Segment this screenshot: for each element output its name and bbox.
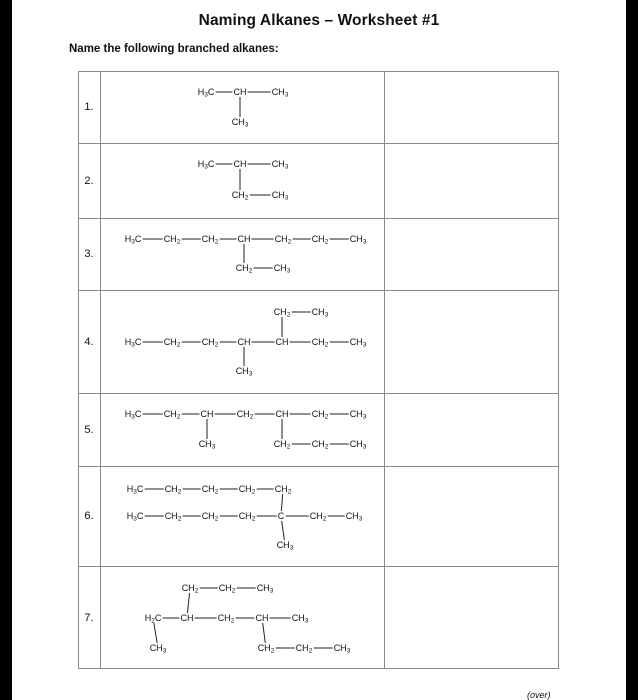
atom-group: $CH_2$ (163, 409, 181, 421)
atom-group: $CH_3$ (231, 117, 249, 129)
atom-group: CH (180, 613, 194, 623)
atom-group: $H_2C$ (144, 613, 162, 625)
atom-group: $CH_2$ (201, 484, 219, 496)
atom-group: $CH_2$ (238, 484, 256, 496)
atom-group: $H_3C$ (126, 511, 144, 523)
atom-group: $CH_2$ (201, 337, 219, 349)
atom-group: $CH_3$ (271, 87, 289, 99)
atom-group: $CH_3$ (273, 263, 291, 275)
atom-group: $CH_3$ (271, 190, 289, 202)
problem-number: 1. (78, 71, 101, 143)
problem-number: 5. (78, 393, 101, 466)
atom-group: $CH_3$ (345, 511, 363, 523)
atom-group: $CH_2$ (295, 643, 313, 655)
problem-number: 7. (78, 566, 101, 669)
atom-group: CH (255, 613, 269, 623)
atom-group: $CH_2$ (311, 409, 329, 421)
atom-group: CH (237, 337, 251, 347)
atom-group: CH (200, 409, 214, 419)
atom-group: $CH_2$ (164, 511, 182, 523)
atom-group: $CH_2$ (273, 439, 291, 451)
atom-group: $CH_2$ (309, 511, 327, 523)
atom-group: CH (275, 337, 289, 347)
atom-group: $CH_2$ (163, 337, 181, 349)
page-footer-over: (over) (527, 690, 551, 700)
atom-group: $CH_2$ (274, 484, 292, 496)
problem-number: 4. (78, 290, 101, 393)
worksheet-title: Naming Alkanes – Worksheet #1 (198, 12, 440, 29)
atom-group: CH (233, 87, 247, 97)
atom-group: CH (275, 409, 289, 419)
atom-group: $CH_2$ (231, 190, 249, 202)
atom-group: $CH_2$ (164, 484, 182, 496)
atom-group: $H_3C$ (126, 484, 144, 496)
atom-group: $CH_3$ (291, 613, 309, 625)
worksheet-instruction: Name the following branched alkanes: (69, 43, 279, 55)
atom-group: $CH_3$ (349, 234, 367, 246)
atom-group: $CH_3$ (198, 439, 216, 451)
atom-group: $CH_2$ (181, 583, 199, 595)
atom-group: $H_3C$ (124, 234, 142, 246)
atom-group: $CH_2$ (163, 234, 181, 246)
atom-group: $CH_3$ (349, 337, 367, 349)
problem-number: 6. (78, 466, 101, 566)
atom-group: $CH_2$ (201, 511, 219, 523)
atom-group: $CH_2$ (311, 234, 329, 246)
atom-group: $CH_2$ (257, 643, 275, 655)
atom-group: $CH_3$ (149, 643, 167, 655)
atom-group: $CH_2$ (201, 234, 219, 246)
atom-group: $CH_2$ (311, 439, 329, 451)
atom-group: $H_3C$ (197, 87, 215, 99)
atom-group: CH (233, 159, 247, 169)
atom-group: $CH_3$ (256, 583, 274, 595)
atom-group: C (277, 511, 285, 521)
atom-group: $CH_2$ (236, 409, 254, 421)
atom-group: $H_3C$ (124, 409, 142, 421)
atom-group: $CH_2$ (235, 263, 253, 275)
problem-number: 3. (78, 218, 101, 290)
atom-group: CH (237, 234, 251, 244)
atom-group: $CH_3$ (349, 409, 367, 421)
atom-group: $H_3C$ (124, 337, 142, 349)
atom-group: $H_3C$ (197, 159, 215, 171)
atom-group: $CH_3$ (333, 643, 351, 655)
atom-group: $CH_3$ (311, 307, 329, 319)
atom-group: $CH_2$ (238, 511, 256, 523)
atom-group: $CH_3$ (271, 159, 289, 171)
problem-number: 2. (78, 143, 101, 218)
atom-group: $CH_2$ (274, 234, 292, 246)
atom-group: $CH_2$ (273, 307, 291, 319)
atom-group: $CH_2$ (217, 613, 235, 625)
atom-group: $CH_2$ (311, 337, 329, 349)
atom-group: $CH_3$ (235, 366, 253, 378)
atom-group: $CH_3$ (276, 540, 294, 552)
atom-group: $CH_3$ (349, 439, 367, 451)
atom-group: $CH_2$ (218, 583, 236, 595)
